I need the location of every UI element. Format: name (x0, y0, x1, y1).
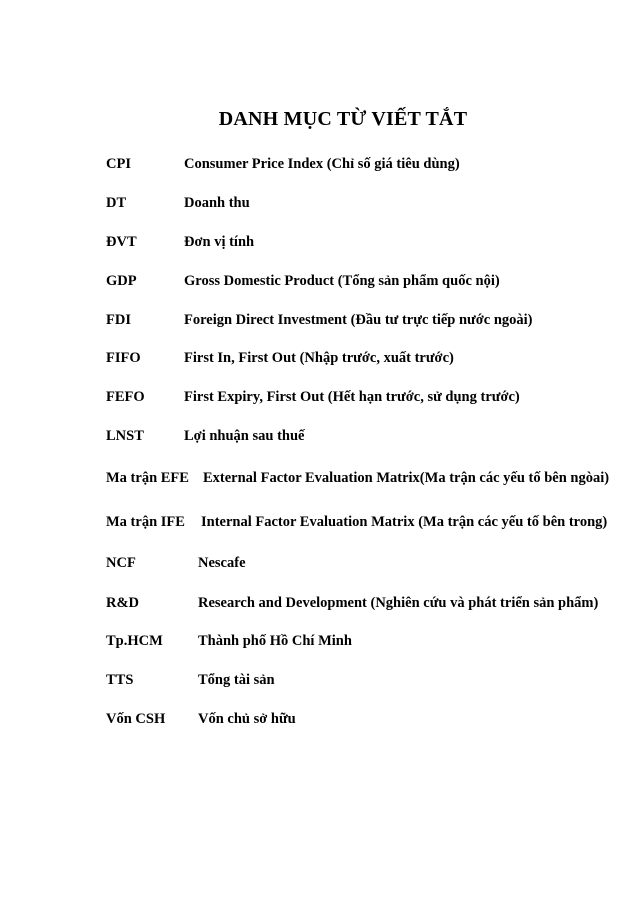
abbreviation: R&D (106, 595, 140, 611)
abbreviation-meaning: Research and Development (Nghiên cứu và phát triển sản phẩm) (198, 595, 599, 611)
abbreviation-meaning: Lợi nhuận sau thuế (184, 428, 305, 444)
abbreviation: Tp.HCM (106, 633, 163, 649)
abbreviation: GDP (106, 273, 137, 289)
abbreviation-meaning: Đơn vị tính (184, 234, 255, 250)
abbreviation: CPI (106, 156, 131, 172)
abbreviation: FDI (106, 312, 131, 328)
abbreviation-meaning: External Factor Evaluation Matrix(Ma trận các yếu tố bên ngòai) (203, 470, 610, 486)
abbreviation: TTS (106, 672, 134, 688)
abbreviation-meaning: Nescafe (198, 555, 246, 571)
page-title: DANH MỤC TỪ VIẾT TẮT (218, 108, 468, 130)
abbreviation: Ma trận EFE (106, 470, 189, 486)
abbreviation: FEFO (106, 389, 145, 405)
abbreviation: Vốn CSH (106, 711, 166, 727)
abbreviation: NCF (106, 555, 136, 571)
abbreviation-meaning: Tổng tài sản (198, 672, 275, 688)
abbreviation: LNST (106, 428, 144, 444)
abbreviation-meaning: Consumer Price Index (Chỉ số giá tiêu dùng) (184, 156, 460, 172)
abbreviation: Ma trận IFE (106, 514, 185, 530)
abbreviation: ĐVT (106, 234, 137, 250)
abbreviation-meaning: Foreign Direct Investment (Đầu tư trực tiếp nước ngoài) (184, 312, 533, 328)
abbreviation-meaning: Gross Domestic Product (Tổng sản phẩm quốc nội) (184, 273, 500, 289)
abbreviation: FIFO (106, 350, 141, 366)
abbreviation: DT (106, 195, 127, 211)
abbreviation-meaning: First In, First Out (Nhập trước, xuất trước) (184, 350, 454, 366)
abbreviation-meaning: Thành phố Hồ Chí Minh (198, 633, 352, 649)
abbreviation-meaning: First Expiry, First Out (Hết hạn trước, sử dụng trước) (184, 389, 520, 405)
abbreviation-meaning: Doanh thu (184, 195, 250, 211)
abbreviation-meaning: Internal Factor Evaluation Matrix (Ma trận các yếu tố bên trong) (201, 514, 608, 530)
abbreviation-meaning: Vốn chủ sở hữu (198, 711, 296, 727)
